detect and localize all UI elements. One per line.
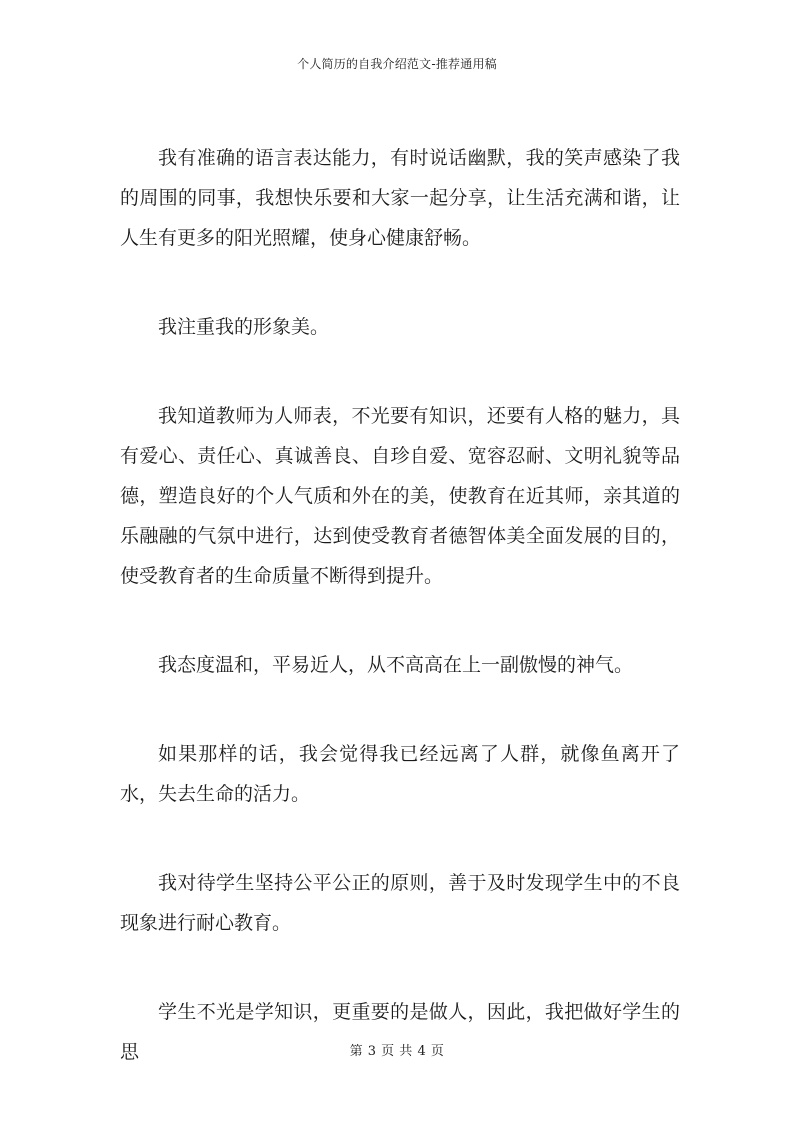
document-body	[120, 138, 680, 1072]
paragraph-gap	[120, 258, 680, 307]
paragraph: 如果那样的话，我会觉得我已经远离了人群，就像鱼离开了水，失去生命的活力。	[120, 743, 680, 805]
paragraph: 我注重我的形象美。	[158, 316, 330, 338]
paragraph-gap	[120, 685, 680, 734]
paragraph: 我态度温和，平易近人，从不高高在上一副傲慢的神气。	[158, 654, 634, 676]
paragraph: 我有准确的语言表达能力，有时说话幽默，我的笑声感染了我的周围的同事，我想快乐要和大家一起分享，让生活充满和谐，让人生有更多的阳光照耀，使身心健康舒畅。	[120, 147, 680, 249]
paragraph: 学生不光是学知识，更重要的是做人，因此，我把做好学生的思	[120, 1001, 680, 1063]
paragraph: 我知道教师为人师表，不光要有知识，还要有人格的魅力，具有爱心、责任心、真诚善良、自珍自爱、宽容忍耐、文明礼貌等品德，塑造良好的个人气质和外在的美，使教育在近其师，亲其道的乐融融的气氛中进行，达到使受教育者德智体美全面发展的目的，使受教育者的生命质量不断得到提升。	[120, 405, 680, 587]
page-number-label: 第 3 页 共 4 页	[349, 1044, 445, 1059]
page-header: 个人简历的自我介绍范文-推荐通用稿	[297, 57, 497, 71]
paragraph-gap	[120, 814, 680, 863]
paragraph-gap	[120, 347, 680, 396]
page-footer	[0, 1044, 794, 1060]
paragraph: 我对待学生坚持公平公正的原则，善于及时发现学生中的不良现象进行耐心教育。	[120, 872, 680, 934]
paragraph-gap	[120, 596, 680, 645]
paragraph-gap	[120, 943, 680, 992]
